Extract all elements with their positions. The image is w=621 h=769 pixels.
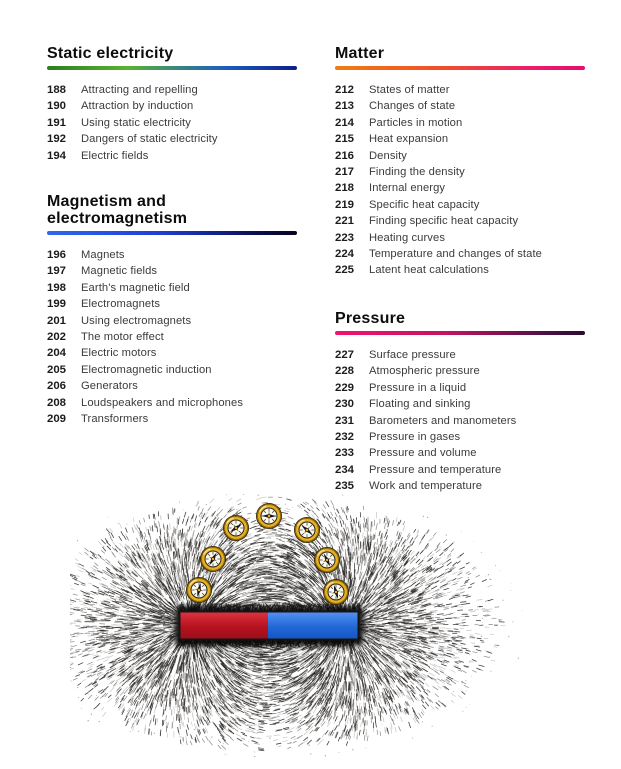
entry-title: Electric fields xyxy=(81,149,149,162)
magnet-illustration xyxy=(70,488,550,762)
section-gradient-bar xyxy=(335,66,585,70)
toc-entry xyxy=(47,82,297,98)
toc-entry xyxy=(47,98,297,114)
entry-page-number: 235 xyxy=(335,480,355,493)
entry-title: Attraction by induction xyxy=(81,100,194,113)
toc-entry xyxy=(335,363,585,379)
toc-entry xyxy=(335,462,585,478)
entry-title: Pressure and volume xyxy=(369,447,477,460)
entry-title: Loudspeakers and microphones xyxy=(81,396,244,409)
entry-title: Electromagnets xyxy=(81,298,161,311)
entry-page-number: 232 xyxy=(335,430,355,443)
toc-entry xyxy=(335,213,585,229)
entry-title: Floating and sinking xyxy=(369,398,471,411)
entry-page-number: 230 xyxy=(335,398,355,411)
entry-page-number: 199 xyxy=(47,298,67,311)
entry-title: Magnets xyxy=(81,249,125,261)
compass xyxy=(186,577,212,603)
toc-entry xyxy=(47,247,297,263)
section-title: Static electricity xyxy=(47,45,174,62)
magnet-red-pole xyxy=(180,612,268,639)
toc-entry xyxy=(335,131,585,147)
section-magnetism xyxy=(47,193,297,427)
entry-page-number: 191 xyxy=(47,116,67,129)
entry-page-number: 212 xyxy=(335,84,355,96)
entry-title: Density xyxy=(369,149,408,162)
entry-page-number: 223 xyxy=(335,231,355,244)
entry-title: Atmospheric pressure xyxy=(369,365,480,378)
entry-title: Pressure in a liquid xyxy=(369,381,467,394)
entry-title: Particles in motion xyxy=(369,116,463,129)
toc-entry xyxy=(47,131,297,147)
toc-list xyxy=(335,347,585,495)
entry-page-number: 188 xyxy=(47,84,67,96)
entry-title: Using electromagnets xyxy=(81,314,192,327)
toc-entry xyxy=(335,164,585,180)
toc-entry xyxy=(335,445,585,461)
entry-title: Temperature and changes of state xyxy=(369,247,542,260)
entry-title: Electromagnetic induction xyxy=(81,363,212,376)
toc-entry xyxy=(47,280,297,296)
entry-title: Internal energy xyxy=(369,182,446,195)
entry-page-number: 206 xyxy=(47,380,67,393)
toc-entry xyxy=(335,246,585,262)
entry-title: Finding the density xyxy=(369,165,465,178)
toc-entry xyxy=(335,429,585,445)
toc-entry xyxy=(335,396,585,412)
entry-page-number: 224 xyxy=(335,247,355,260)
toc-entry xyxy=(47,313,297,329)
entry-page-number: 197 xyxy=(47,265,67,278)
entry-page-number: 225 xyxy=(335,264,355,277)
toc-entry xyxy=(47,395,297,411)
entry-title: Heat expansion xyxy=(369,133,449,146)
entry-page-number: 228 xyxy=(335,365,355,378)
section-gradient-bar xyxy=(335,331,585,335)
toc-entry xyxy=(335,230,585,246)
toc-list xyxy=(47,82,297,164)
entry-page-number: 204 xyxy=(47,347,67,360)
entry-page-number: 202 xyxy=(47,330,67,343)
entry-page-number: 221 xyxy=(335,215,355,228)
entry-title: Heating curves xyxy=(369,231,446,244)
section-pressure xyxy=(335,310,585,495)
entry-page-number: 213 xyxy=(335,100,355,113)
toc-entry xyxy=(335,180,585,196)
section-matter xyxy=(335,45,585,279)
section-title: Pressure xyxy=(335,310,406,327)
entry-page-number: 208 xyxy=(47,396,67,409)
entry-page-number: 219 xyxy=(335,198,355,211)
entry-page-number: 190 xyxy=(47,100,67,113)
entry-title: Attracting and repelling xyxy=(81,84,198,96)
entry-page-number: 215 xyxy=(335,133,355,146)
toc-entry xyxy=(335,262,585,278)
compass xyxy=(223,515,249,541)
entry-title: Pressure in gases xyxy=(369,430,461,443)
magnet-blue-pole xyxy=(268,612,358,639)
toc-entry xyxy=(47,345,297,361)
toc-entry xyxy=(47,329,297,345)
entry-page-number: 217 xyxy=(335,165,355,178)
entry-title: Pressure and temperature xyxy=(369,463,502,476)
entry-page-number: 233 xyxy=(335,447,355,460)
section-title: Magnetism and electromagnetism xyxy=(47,193,188,227)
toc-entry xyxy=(335,115,585,131)
entry-title: Changes of state xyxy=(369,100,456,113)
entry-page-number: 234 xyxy=(335,463,355,476)
toc-entry xyxy=(47,362,297,378)
section-static-electricity xyxy=(47,45,297,164)
entry-page-number: 192 xyxy=(47,133,67,146)
entry-page-number: 209 xyxy=(47,412,67,425)
entry-title: Latent heat calculations xyxy=(369,264,489,277)
entry-title: Using static electricity xyxy=(81,116,191,129)
entry-title: Work and temperature xyxy=(369,480,483,493)
toc-entry xyxy=(47,411,297,427)
toc-entry xyxy=(335,347,585,363)
entry-page-number: 194 xyxy=(47,149,67,162)
toc-entry xyxy=(335,380,585,396)
entry-title: States of matter xyxy=(369,84,450,96)
toc-entry xyxy=(335,98,585,114)
entry-title: Magnetic fields xyxy=(81,265,158,278)
entry-page-number: 231 xyxy=(335,414,355,427)
toc-entry xyxy=(47,263,297,279)
toc-entry xyxy=(335,197,585,213)
compass xyxy=(294,517,320,543)
entry-title: Surface pressure xyxy=(369,349,456,361)
compass xyxy=(314,547,340,573)
compass xyxy=(256,503,282,529)
entry-title: Generators xyxy=(81,380,138,393)
entry-title: Barometers and manometers xyxy=(369,414,517,427)
entry-page-number: 229 xyxy=(335,381,355,394)
bar-magnet xyxy=(174,606,364,646)
toc-entry xyxy=(335,148,585,164)
entry-page-number: 196 xyxy=(47,249,67,261)
toc-entry xyxy=(335,82,585,98)
toc-list xyxy=(47,247,297,427)
entry-title: Dangers of static electricity xyxy=(81,133,218,146)
toc-entry xyxy=(47,148,297,164)
section-title: Matter xyxy=(335,45,385,62)
compass xyxy=(323,579,349,605)
entry-title: Electric motors xyxy=(81,347,157,360)
entry-page-number: 216 xyxy=(335,149,355,162)
entry-page-number: 214 xyxy=(335,116,355,129)
entry-page-number: 205 xyxy=(47,363,67,376)
entry-page-number: 227 xyxy=(335,349,355,361)
entry-title: Earth's magnetic field xyxy=(81,281,190,294)
toc-list xyxy=(335,82,585,279)
entry-page-number: 218 xyxy=(335,182,355,195)
toc-entry xyxy=(47,115,297,131)
entry-title: Specific heat capacity xyxy=(369,198,480,211)
toc-entry xyxy=(47,296,297,312)
toc-entry xyxy=(47,378,297,394)
section-gradient-bar xyxy=(47,66,297,70)
entry-page-number: 201 xyxy=(47,314,67,327)
entry-title: Transformers xyxy=(81,412,149,425)
entry-page-number: 198 xyxy=(47,281,67,294)
entry-title: The motor effect xyxy=(81,330,164,343)
compass xyxy=(200,546,226,572)
entry-title: Finding specific heat capacity xyxy=(369,215,519,228)
section-gradient-bar xyxy=(47,231,297,235)
toc-entry xyxy=(335,413,585,429)
